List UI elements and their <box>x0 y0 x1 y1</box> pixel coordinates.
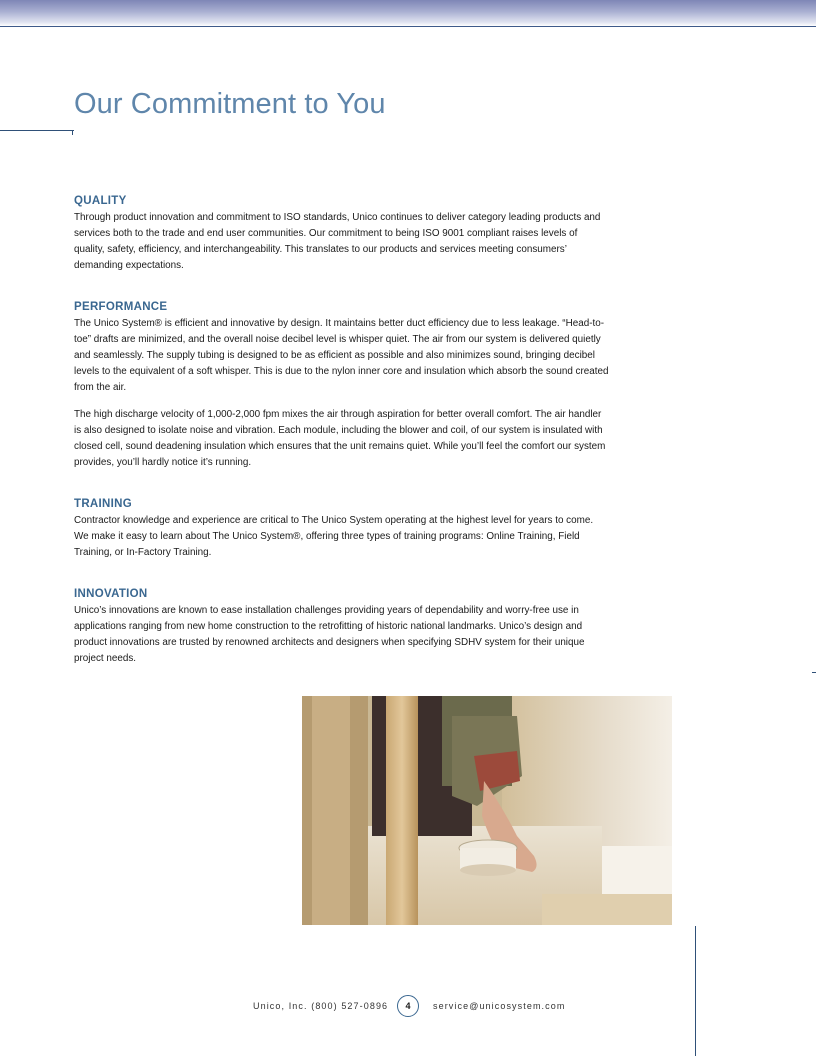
section-performance <box>74 300 609 471</box>
footer-vertical-rule <box>695 926 696 1056</box>
edge-crop-mark <box>812 672 816 673</box>
photo-illustration <box>302 696 672 925</box>
section-heading-performance: PERFORMANCE <box>74 301 168 313</box>
footer-company-phone: Unico, Inc. (800) 527-0896 <box>253 1001 389 1011</box>
header-gradient-band <box>0 0 816 26</box>
section-innovation <box>74 587 609 667</box>
section-paragraph: The Unico System® is efficient and innovative by design. It maintains better duct efficiency due to less leakage. “Head-to-toe” drafts are minimized, and the overall noise decibel level is whisper quiet. The air from our system is delivered quietly and seamlessly. The supply tubing is designed to be as efficient as possible and also minimizes sound, bringing decibel levels to the equivalent of a soft whisper. This is due to the nylon inner core and insulation which absorb the sound created from the air. <box>74 318 609 393</box>
title-rule-tick <box>72 130 73 135</box>
section-quality <box>74 194 609 274</box>
section-paragraph: Unico’s innovations are known to ease installation challenges providing years of dependability and worry-free use in applications ranging from new home construction to the retrofitting of historic national landmarks. Unico’s design and product innovations are trusted by renowned architects and designers when specifying SDHV system for their unique project needs. <box>74 605 585 664</box>
section-heading-training: TRAINING <box>74 498 132 510</box>
section-paragraph: Through product innovation and commitment to ISO standards, Unico continues to deliver category leading products and services both to the trade and end user communities. Our commitment to being ISO 9001 compliant raises levels of quality, safety, efficiency, and interchangeability. This translates to our products and services meeting consumers’ demanding expectations. <box>74 212 601 271</box>
header-rule <box>0 26 816 27</box>
title-underline-rule <box>0 130 74 131</box>
body-content <box>74 194 609 667</box>
footer-email-link[interactable]: service@unicosystem.com <box>433 1001 566 1011</box>
section-heading-innovation: INNOVATION <box>74 588 148 600</box>
section-heading-quality: QUALITY <box>74 195 127 207</box>
page-title: Our Commitment to You <box>74 88 386 120</box>
section-paragraph: The high discharge velocity of 1,000-2,000 fpm mixes the air through aspiration for better overall comfort. The air handler is also designed to isolate noise and vibration. Each module, including the blower and coil, of our system is insulated with closed cell, sound deadening insulation which ensures that the unit remains quiet. While you’ll feel the comfort our system provides, you’ll hardly notice it’s running. <box>74 409 606 468</box>
section-training <box>74 497 609 561</box>
section-paragraph: Contractor knowledge and experience are critical to The Unico System operating at the highest level for years to come. We make it easy to learn about The Unico System®, offering three types of training programs: Online Training, Field Training, or In-Factory Training. <box>74 515 594 558</box>
installation-photo <box>302 696 672 925</box>
page-number-badge: 4 <box>397 995 419 1017</box>
